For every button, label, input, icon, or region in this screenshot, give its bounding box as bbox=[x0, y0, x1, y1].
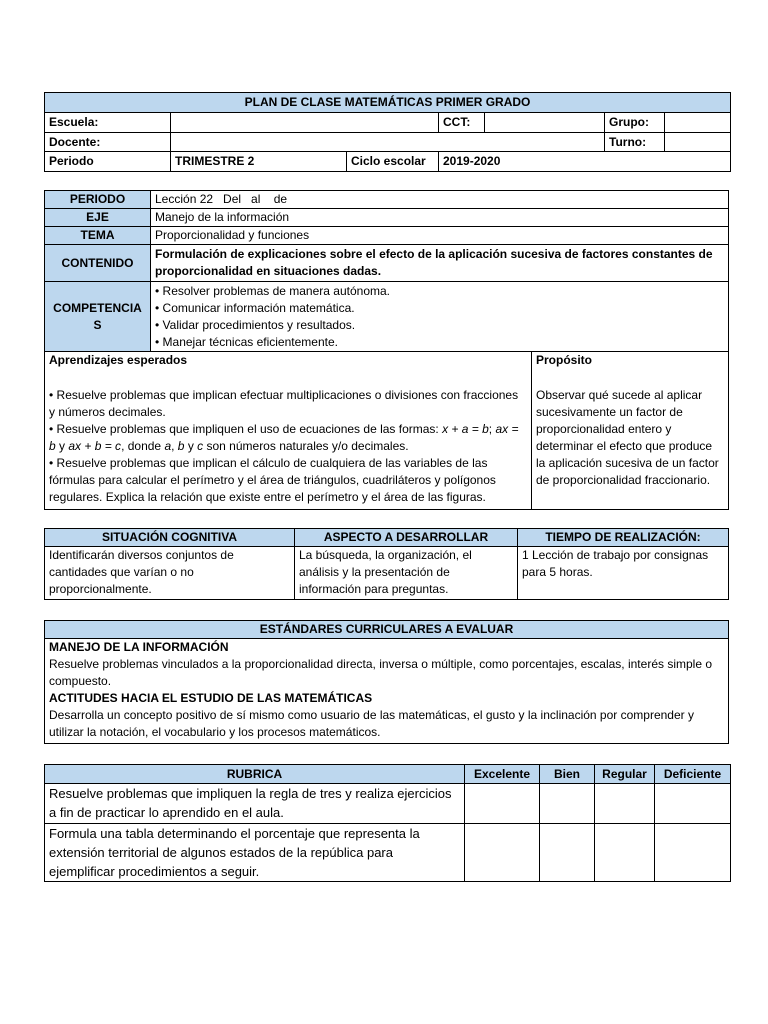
docente-field[interactable] bbox=[171, 133, 605, 152]
aprendizaje-item: • Resuelve problemas que impliquen el uso de ecuaciones de las formas: x + a = b; ax = b y ax + b = c, donde a, b y c son números naturales y/o decimales. bbox=[49, 422, 519, 453]
rubrica-header: RUBRICA bbox=[45, 765, 465, 784]
eje-header: EJE bbox=[45, 209, 151, 227]
docente-label: Docente: bbox=[45, 133, 171, 152]
score-cell-deficiente[interactable] bbox=[655, 784, 731, 824]
escuela-field[interactable] bbox=[171, 113, 439, 133]
estandares-header: ESTÁNDARES CURRICULARES A EVALUAR bbox=[45, 621, 729, 639]
score-cell-deficiente[interactable] bbox=[655, 824, 731, 882]
periodo-value: TRIMESTRE 2 bbox=[171, 152, 347, 172]
aspecto-value: La búsqueda, la organización, el análisis y la presentación de información para preguntas. bbox=[295, 547, 518, 600]
excelente-header: Excelente bbox=[465, 765, 540, 784]
contenido-header: CONTENIDO bbox=[45, 245, 151, 282]
estandares-body bbox=[45, 639, 729, 744]
list-item: • Validar procedimientos y resultados. bbox=[155, 317, 356, 332]
tema-header: TEMA bbox=[45, 227, 151, 245]
leccion-value: Lección 22 Del al de bbox=[151, 191, 729, 209]
competencias-list bbox=[151, 282, 729, 352]
score-cell-bien[interactable] bbox=[540, 824, 595, 882]
aprendizajes-title: Aprendizajes esperados bbox=[49, 353, 188, 367]
grupo-label: Grupo: bbox=[605, 113, 665, 133]
turno-field[interactable] bbox=[665, 133, 731, 152]
proposito-value: Observar qué sucede al aplicar sucesivamente un factor de proporcionalidad entero y determinar el efecto que produce la aplicación sucesiva de un factor de proporcionalidad fraccionario. bbox=[536, 388, 719, 487]
contenido-value: Formulación de explicaciones sobre el efecto de la aplicación sucesiva de factores constantes de proporcionalidad en situaciones dadas. bbox=[151, 245, 729, 282]
score-cell-excelente[interactable] bbox=[465, 824, 540, 882]
plan-title: PLAN DE CLASE MATEMÁTICAS PRIMER GRADO bbox=[45, 93, 731, 113]
list-item: • Manejar técnicas eficientemente. bbox=[155, 334, 338, 349]
list-item: • Resolver problemas de manera autónoma. bbox=[155, 283, 390, 298]
estandar-section-title: ACTITUDES HACIA EL ESTUDIO DE LAS MATEMÁTICAS bbox=[49, 691, 373, 705]
bien-header: Bien bbox=[540, 765, 595, 784]
rubrica-criterion: Formula una tabla determinando el porcentaje que representa la extensión territorial de algunos estados de la república para ejemplificar procedimientos a seguir. bbox=[45, 824, 465, 882]
competencias-label-line1: COMPETENCIA bbox=[53, 300, 142, 315]
aspecto-header: ASPECTO A DESARROLLAR bbox=[295, 529, 518, 547]
plan-table bbox=[44, 190, 729, 510]
estandar-text: Resuelve problemas vinculados a la proporcionalidad directa, inversa o múltiple, como porcentajes, escalas, interés simple o compuesto. bbox=[49, 657, 713, 688]
cct-label: CCT: bbox=[439, 113, 485, 133]
score-cell-regular[interactable] bbox=[595, 784, 655, 824]
eje-value: Manejo de la información bbox=[151, 209, 729, 227]
escuela-label: Escuela: bbox=[45, 113, 171, 133]
list-item: • Comunicar información matemática. bbox=[155, 300, 355, 315]
proposito-title: Propósito bbox=[536, 353, 592, 367]
regular-header: Regular bbox=[595, 765, 655, 784]
ciclo-label: Ciclo escolar bbox=[347, 152, 439, 172]
tiempo-value: 1 Lección de trabajo por consignas para 5 horas. bbox=[518, 547, 729, 600]
deficiente-header: Deficiente bbox=[655, 765, 731, 784]
periodo-label: Periodo bbox=[45, 152, 171, 172]
estandar-section-title: MANEJO DE LA INFORMACIÓN bbox=[49, 640, 229, 654]
estandar-text: Desarrolla un concepto positivo de sí mismo como usuario de las matemáticas, el gusto y la inclinación por comprender y utilizar la notación, el vocabulario y los procesos matemáticos. bbox=[49, 708, 694, 739]
tema-value: Proporcionalidad y funciones bbox=[151, 227, 729, 245]
competencias-header bbox=[45, 282, 151, 352]
turno-label: Turno: bbox=[605, 133, 665, 152]
periodo-header: PERIODO bbox=[45, 191, 151, 209]
score-cell-regular[interactable] bbox=[595, 824, 655, 882]
aprendizaje-item: • Resuelve problemas que implican el cálculo de cualquiera de las variables de las fórmulas para calcular el perímetro y el área de triángulos, cuadriláteros y polígonos regulares. Explica la relación que existe entre el perímetro y el área de las figuras. bbox=[49, 456, 496, 504]
situacion-header: SITUACIÓN COGNITIVA bbox=[45, 529, 295, 547]
rubrica-criterion: Resuelve problemas que impliquen la regla de tres y realiza ejercicios a fin de practicar lo aprendido en el aula. bbox=[45, 784, 465, 824]
grupo-field[interactable] bbox=[665, 113, 731, 133]
aprendizaje-item: • Resuelve problemas que implican efectuar multiplicaciones o divisiones con fracciones y números decimales. bbox=[49, 388, 519, 419]
competencias-label-line2: S bbox=[93, 317, 102, 332]
situacion-table bbox=[44, 528, 729, 600]
ciclo-value: 2019-2020 bbox=[439, 152, 731, 172]
aprendizajes-cell bbox=[45, 352, 532, 510]
score-cell-excelente[interactable] bbox=[465, 784, 540, 824]
proposito-cell bbox=[532, 352, 729, 510]
cct-field[interactable] bbox=[485, 113, 605, 133]
tiempo-header: TIEMPO DE REALIZACIÓN: bbox=[518, 529, 729, 547]
rubrica-table bbox=[44, 764, 731, 882]
estandares-table bbox=[44, 620, 729, 744]
header-table bbox=[44, 92, 731, 172]
situacion-value: Identificarán diversos conjuntos de cantidades que varían o no proporcionalmente. bbox=[45, 547, 295, 600]
score-cell-bien[interactable] bbox=[540, 784, 595, 824]
